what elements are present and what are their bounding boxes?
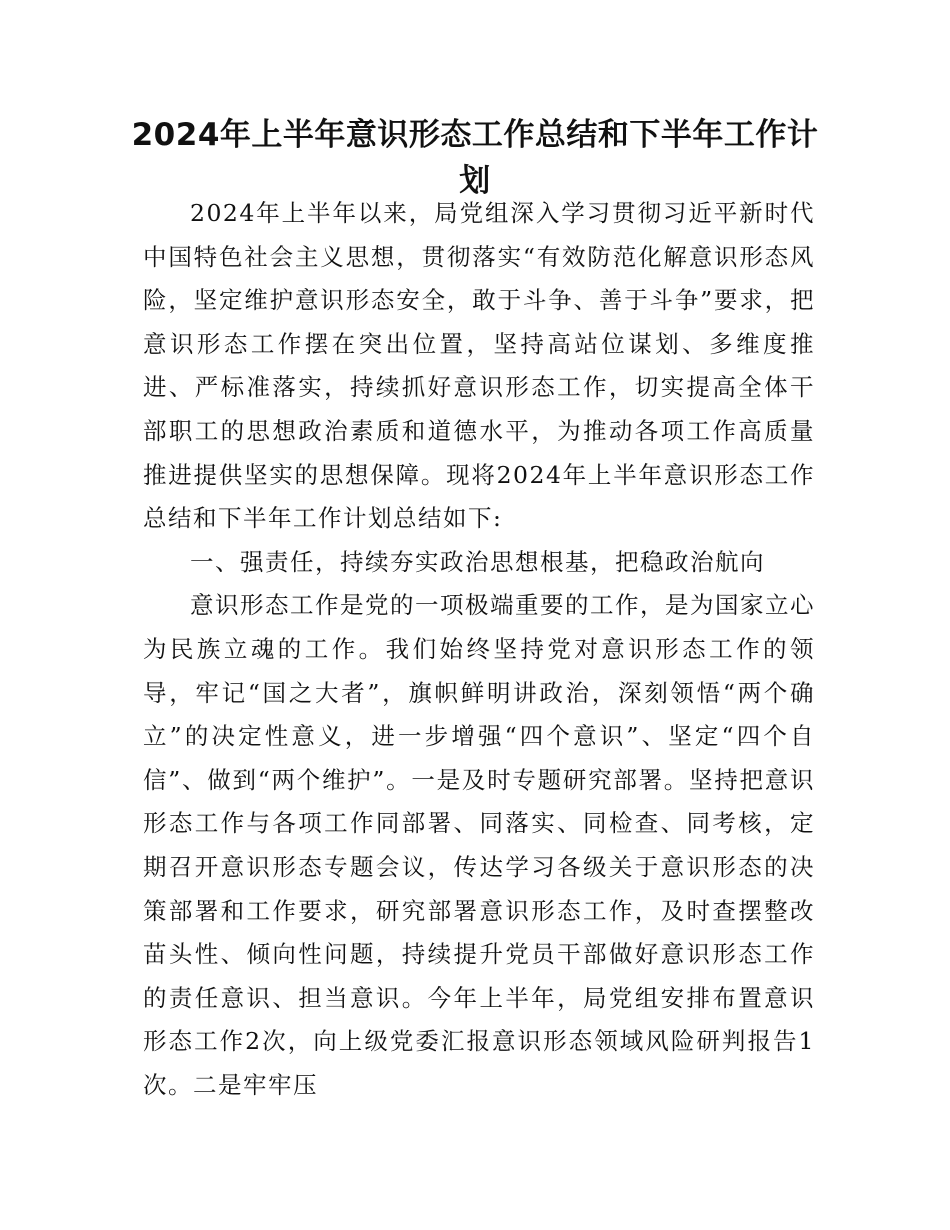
document-body: [143, 192, 815, 1107]
intro-paragraph: 2024年上半年以来，局党组深入学习贯彻习近平新时代中国特色社会主义思想，贯彻落实“有效防范化解意识形态风险，坚定维护意识形态安全，敢于斗争、善于斗争”要求，把意识形态工作摆在突出位置，坚持高站位谋划、多维度推进、严标准落实，持续抓好意识形态工作，切实提高全体干部职工的思想政治素质和道德水平，为推动各项工作高质量推进提供坚实的思想保障。现将2024年上半年意识形态工作总结和下半年工作计划总结如下:: [143, 199, 815, 533]
section-heading-1: 一、强责任，持续夯实政治思想根基，把稳政治航向: [190, 547, 765, 576]
document-title: 2024年上半年意识形态工作总结和下半年工作计划: [131, 117, 819, 199]
section-1-paragraph: 意识形态工作是党的一项极端重要的工作，是为国家立心为民族立魂的工作。我们始终坚持党对意识形态工作的领导，牢记“国之大者”，旗帜鲜明讲政治，深刻领悟“两个确立”的决定性意义，进一步增强“四个意识”、坚定“四个自信”、做到“两个维护”。一是及时专题研究部署。坚持把意识形态工作与各项工作同部署、同落实、同检查、同考核，定期召开意识形态专题会议，传达学习各级关于意识形态的决策部署和工作要求，研究部署意识形态工作，及时查摆整改苗头性、倾向性问题，持续提升党员干部做好意识形态工作的责任意识、担当意识。今年上半年，局党组安排布置意识形态工作2次，向上级党委汇报意识形态领域风险研判报告1次。二是牢牢压: [143, 591, 815, 1099]
